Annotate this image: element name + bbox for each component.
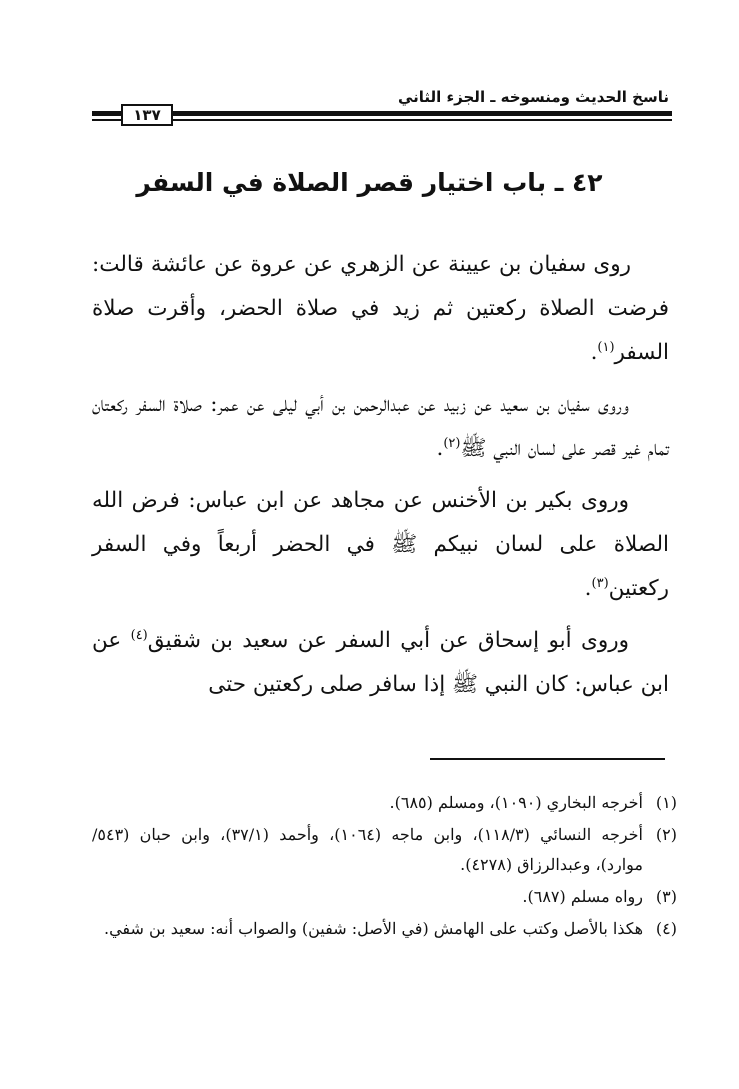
- footnote-separator: [430, 758, 665, 760]
- header-rule-thick: [92, 111, 672, 116]
- paragraph-text: روى سفيان بن عيينة عن الزهري عن عروة عن عائشة قالت: فرضت الصلاة ركعتين ثم زيد في صلاة الحضر، وأقرت صلاة السفر: [92, 252, 669, 365]
- chapter-heading: ٤٢ ـ باب اختيار قصر الصلاة في السفر: [136, 168, 603, 197]
- footnote-ref[interactable]: (١): [597, 339, 615, 355]
- footnote: [92, 882, 677, 912]
- header-rule: [92, 111, 672, 122]
- running-title: ناسخ الحديث ومنسوخه ـ الجزء الثاني: [397, 88, 669, 106]
- paragraph: [92, 619, 669, 707]
- footnote-text: أخرجه النسائي (١١٨/٣)، وابن ماجه (١٠٦٤)، وأحمد (٣٧/١)، وابن حبان (٥٤٣/ موارد)، وعبدالرزاق (٤٢٧٨).: [92, 825, 644, 874]
- paragraph-text: وروى سفيان بن سعيد عن زبيد عن عبدالرحمن بن أبي ليلى عن عمر: صلاة السفر ركعتان تمام غير قصر على لسان النبي ﷺ: [92, 392, 669, 461]
- paragraph-text: وروى أبو إسحاق عن أبي السفر عن سعيد بن شقيق: [147, 628, 629, 653]
- paragraph: [92, 479, 669, 611]
- paragraph: [92, 243, 669, 375]
- footnote-ref[interactable]: (٣): [591, 575, 609, 591]
- paragraph-text: وروى بكير بن الأخنس عن مجاهد عن ابن عباس: فرض الله الصلاة على لسان نبيكم ﷺ في الحضر أربعاً وفي السفر ركعتين: [92, 488, 669, 601]
- footnote-number: (١): [655, 793, 677, 812]
- footnote-text: رواه مسلم (٦٨٧).: [522, 887, 643, 906]
- paragraph-end: .: [436, 436, 444, 461]
- footnote-ref[interactable]: (٢): [443, 435, 461, 451]
- footnote: [92, 788, 677, 818]
- body-text: [92, 243, 669, 715]
- footnote-number: (٣): [655, 887, 677, 906]
- footnote-number: (٢): [655, 825, 677, 844]
- footnote-text: أخرجه البخاري (١٠٩٠)، ومسلم (٦٨٥).: [389, 793, 643, 812]
- paragraph-end: .: [584, 576, 592, 601]
- footnote: [92, 820, 677, 880]
- paragraph-continuation: عن ابن عباس: كان النبي ﷺ إذا سافر صلى ركعتين حتى: [92, 628, 669, 697]
- paragraph: [92, 383, 669, 471]
- page-number: ١٣٧: [121, 104, 173, 126]
- paragraph-end: .: [590, 340, 598, 365]
- footnote: [92, 914, 677, 944]
- footnote-ref[interactable]: (٤): [130, 627, 148, 643]
- footnotes: [92, 788, 677, 946]
- header-rule-thin: [92, 119, 672, 121]
- footnote-text: هكذا بالأصل وكتب على الهامش (في الأصل: شفين) والصواب أنه: سعيد بن شفي.: [103, 919, 643, 938]
- footnote-number: (٤): [655, 919, 677, 938]
